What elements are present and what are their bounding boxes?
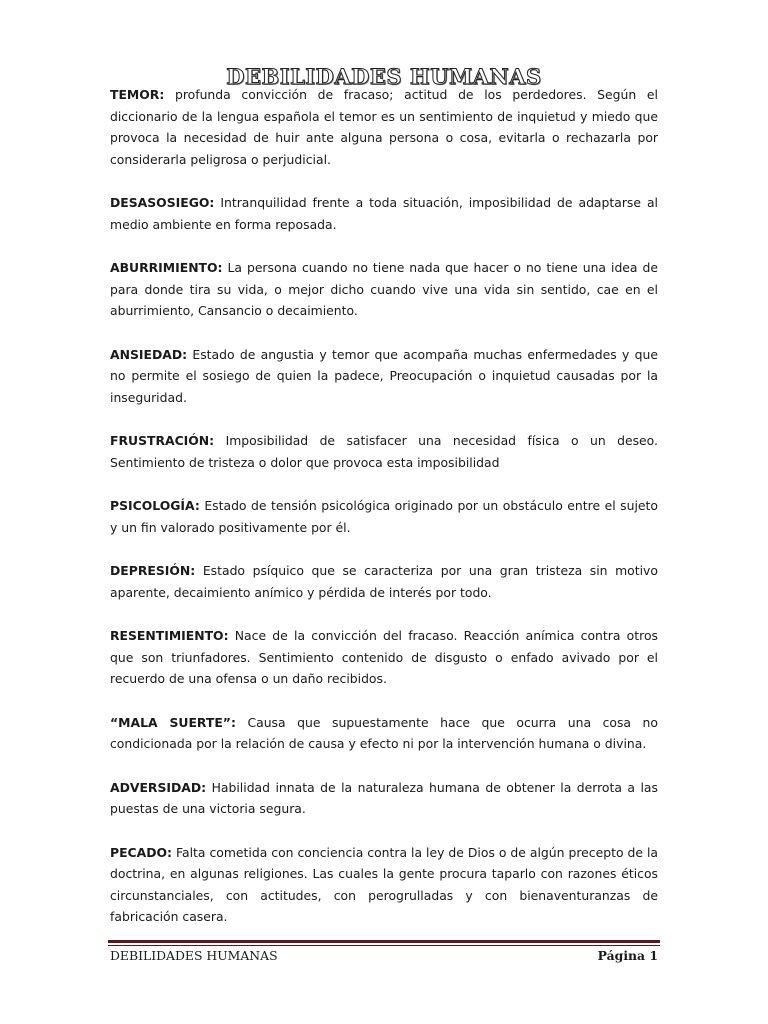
- footer-rule-thick: [108, 940, 660, 943]
- footer-rule-thin: [108, 945, 660, 946]
- entry-text: Falta cometida con conciencia contra la ley de Dios o de algún precepto de la doctrina, en algunas religiones. Las cuales la gente procura taparlo con razones éticos circunstanciales, con actitudes, con perogrulladas y con bienaventuranzas de fabricación casera.: [110, 844, 658, 924]
- entry-text: Causa que supuestamente hace que ocurra una cosa no condicionada por la relación de causa y efecto ni por la intervención humana o divina.: [110, 714, 658, 751]
- page-footer: [110, 948, 658, 963]
- entry-term: DESASOSIEGO:: [110, 195, 215, 210]
- entry-term: TEMOR:: [110, 87, 165, 102]
- footer-title: DEBILIDADES HUMANAS: [110, 948, 278, 963]
- entry-text: Estado de angustia y temor que acompaña muchas enfermedades y que no permite el sosiego de quien la padece, Preocupación o inquietud causadas por la inseguridad.: [110, 346, 658, 405]
- entry-pecado: [110, 842, 658, 928]
- document-body: [110, 84, 658, 950]
- entry-frustracion: [110, 430, 658, 473]
- entry-text: Estado de tensión psicológica originado por un obstáculo entre el sujeto y un fin valorado positivamente por él.: [110, 498, 658, 535]
- entry-depresion: [110, 560, 658, 603]
- entry-term: RESENTIMIENTO:: [110, 628, 229, 643]
- page-title: DEBILIDADES HUMANAS: [226, 64, 542, 90]
- entry-text: Nace de la convicción del fracaso. Reacción anímica contra otros que son triunfadores. Sentimiento contenido de disgusto o enfado avivado por el recuerdo de una ofensa o un daño recibidos.: [110, 628, 658, 686]
- entry-term: ABURRIMIENTO:: [110, 260, 223, 275]
- entry-text: La persona cuando no tiene nada que hacer o no tiene una idea de para donde tira su vida, o mejor dicho cuando vive una vida sin sentido, cae en el aburrimiento, Cansancio o decaimiento.: [110, 260, 658, 318]
- entry-term: DEPRESIÓN:: [110, 563, 196, 578]
- entry-text: profunda convicción de fracaso; actitud de los perdedores. Según el diccionario de la lengua española el temor es un sentimiento de inquietud y miedo que provoca la necesidad de huir ante alguna persona o cosa, evitarla o rechazarla por considerarla peligrosa o perjudicial.: [110, 87, 658, 167]
- entry-mala-suerte: [110, 712, 658, 755]
- entry-term: ADVERSIDAD:: [110, 779, 207, 795]
- entry-desasosiego: [110, 192, 658, 235]
- entry-text: Intranquilidad frente a toda situación, imposibilidad de adaptarse al medio ambiente en forma reposada.: [110, 195, 658, 232]
- entry-term: FRUSTRACIÓN:: [110, 433, 215, 448]
- page-number: Página 1: [597, 948, 658, 963]
- entry-term: PSICOLOGÍA:: [110, 498, 200, 513]
- entry-aburrimiento: [110, 257, 658, 322]
- entry-term: ANSIEDAD:: [110, 346, 188, 362]
- entry-resentimiento: [110, 625, 658, 690]
- entry-adversidad: [110, 777, 658, 820]
- entry-ansiedad: [110, 344, 658, 409]
- entry-temor: [110, 84, 658, 170]
- entry-psicologia: [110, 495, 658, 538]
- entry-term: “MALA SUERTE”:: [110, 714, 236, 730]
- entry-text: Imposibilidad de satisfacer una necesidad física o un deseo. Sentimiento de tristeza o dolor que provoca esta imposibilidad: [110, 433, 658, 470]
- entry-term: PECADO:: [110, 844, 173, 860]
- entry-text: Habilidad innata de la naturaleza humana de obtener la derrota a las puestas de una victoria segura.: [110, 779, 658, 816]
- footer-divider: [108, 940, 660, 946]
- entry-text: Estado psíquico que se caracteriza por una gran tristeza sin motivo aparente, decaimiento anímico y pérdida de interés por todo.: [110, 563, 658, 600]
